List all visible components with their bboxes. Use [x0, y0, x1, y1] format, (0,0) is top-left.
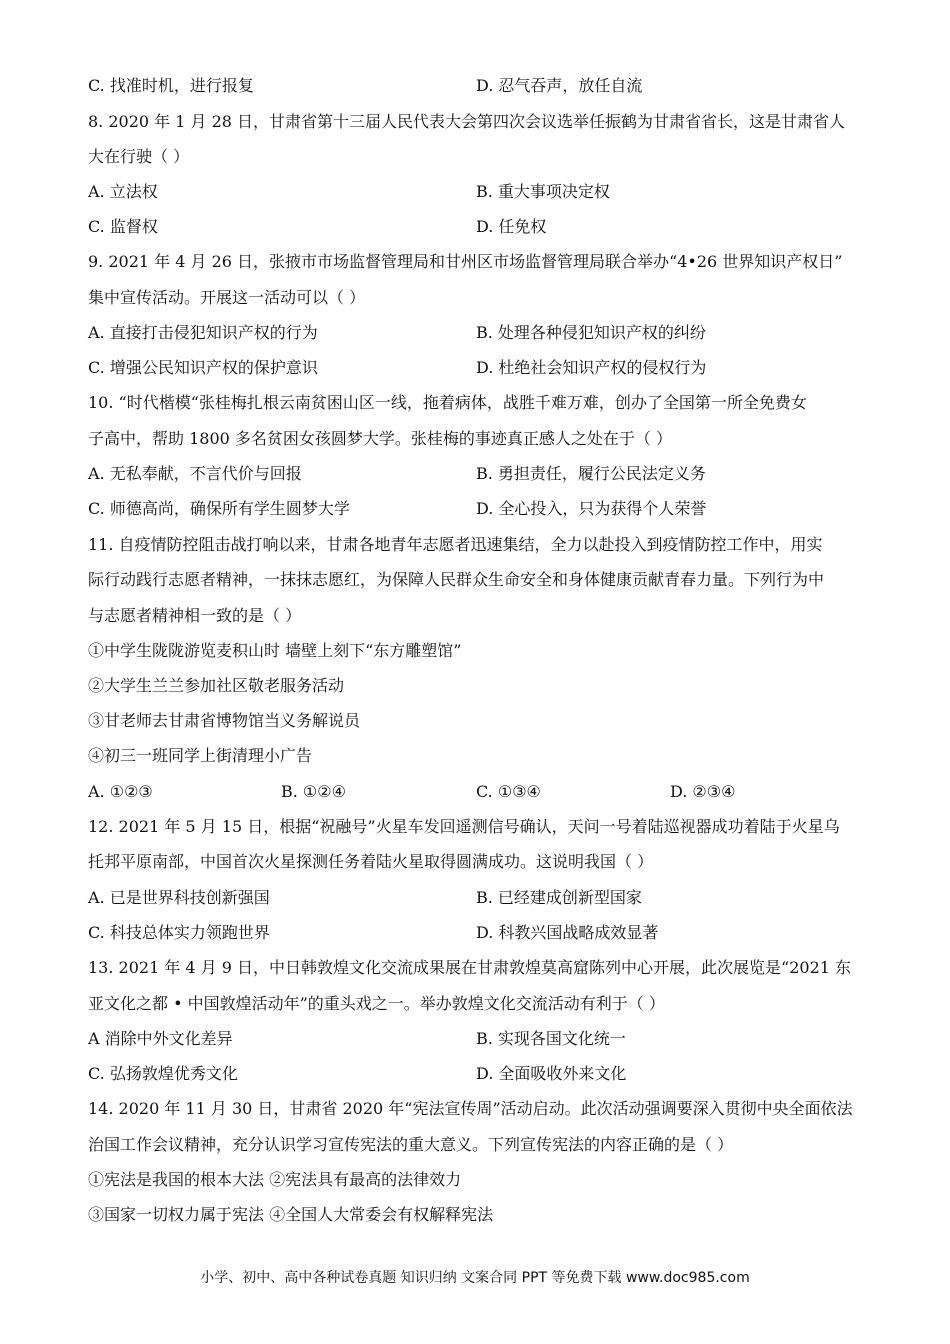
q11-statement-4: ④初三一班同学上街清理小广告	[88, 746, 313, 765]
page-footer: 小学、初中、高中各种试卷真题 知识归纳 文案合同 PPT 等免费下载 www.doc985.com	[200, 1270, 750, 1286]
question-10-stem-cont: 子高中，帮助 1800 多名贫困女孩圆梦大学。张桂梅的事迹真正感人之处在于（ ）	[88, 429, 672, 448]
q8-option-d: D. 任免权	[476, 217, 547, 236]
q10-option-c: C. 师德高尚，确保所有学生圆梦大学	[88, 499, 350, 518]
q11-option-b: B. ①②④	[281, 782, 346, 801]
question-13-stem: 13. 2021 年 4 月 9 日，中日韩敦煌文化交流成果展在甘肃敦煌莫高窟陈列中心开展，此次展览是“2021 东	[88, 958, 852, 977]
q12-option-b: B. 已经建成创新型国家	[476, 888, 642, 907]
q8-option-b: B. 重大事项决定权	[476, 182, 610, 201]
question-8-stem: 8. 2020 年 1 月 28 日，甘肃省第十三届人民代表大会第四次会议选举任振鹤为甘肃省省长，这是甘肃省人	[88, 112, 846, 131]
q12-option-a: A. 已是世界科技创新强国	[88, 888, 270, 907]
q8-option-a: A. 立法权	[88, 182, 158, 201]
q9-option-a: A. 直接打击侵犯知识产权的行为	[88, 323, 318, 342]
q11-statement-3: ③甘老师去甘肃省博物馆当义务解说员	[88, 711, 361, 730]
q14-statements-1-2: ①宪法是我国的根本大法 ②宪法具有最高的法律效力	[88, 1170, 462, 1189]
q11-option-d: D. ②③④	[670, 782, 736, 801]
q10-option-b: B. 勇担责任，履行公民法定义务	[476, 464, 706, 483]
q9-option-c: C. 增强公民知识产权的保护意识	[88, 358, 318, 377]
q14-statements-3-4: ③国家一切权力属于宪法 ④全国人大常委会有权解释宪法	[88, 1205, 494, 1224]
q11-option-c: C. ①③④	[476, 782, 541, 801]
q13-option-d: D. 全面吸收外来文化	[476, 1064, 627, 1083]
q10-option-a: A. 无私奉献，不言代价与回报	[88, 464, 302, 483]
q13-option-b: B. 实现各国文化统一	[476, 1029, 626, 1048]
question-12-stem-cont: 托邦平原南部，中国首次火星探测任务着陆火星取得圆满成功。这说明我国（ ）	[88, 852, 654, 871]
question-11-stem: 11. 自疫情防控阻击战打响以来，甘肃各地青年志愿者迅速集结，全力以赴投入到疫情防控工作中，用实	[88, 535, 823, 554]
q11-option-a: A. ①②③	[88, 782, 153, 801]
question-11-stem-cont2: 与志愿者精神相一致的是（ ）	[88, 606, 302, 625]
q11-statement-2: ②大学生兰兰参加社区敬老服务活动	[88, 676, 345, 695]
question-9-stem-cont: 集中宣传活动。开展这一活动可以（ ）	[88, 288, 366, 307]
question-9-stem: 9. 2021 年 4 月 26 日，张掖市市场监督管理局和甘州区市场监督管理局联合举办“4•26 世界知识产权日”	[88, 252, 843, 271]
question-8-stem-cont: 大在行驶（ ）	[88, 147, 190, 166]
q13-option-a: A 消除中外文化差异	[88, 1029, 233, 1048]
question-14-stem-cont: 治国工作会议精神，充分认识学习宣传宪法的重大意义。下列宣传宪法的内容正确的是（ ）	[88, 1135, 734, 1154]
q12-option-d: D. 科教兴国战略成效显著	[476, 923, 659, 942]
q9-option-d: D. 杜绝社会知识产权的侵权行为	[476, 358, 707, 377]
q13-option-c: C. 弘扬敦煌优秀文化	[88, 1064, 238, 1083]
option-c: C. 找准时机，进行报复	[88, 76, 254, 95]
q11-statement-1: ①中学生陇陇游览麦积山时 墙壁上刻下“东方雕塑馆”	[88, 641, 462, 660]
question-11-stem-cont: 际行动践行志愿者精神，一抹抹志愿红，为保障人民群众生命安全和身体健康贡献青春力量。下列行为中	[88, 570, 825, 589]
question-13-stem-cont: 亚文化之都 • 中国敦煌活动年”的重头戏之一。举办敦煌文化交流活动有利于（ ）	[88, 994, 665, 1013]
option-d: D. 忍气吞声，放任自流	[476, 76, 643, 95]
q12-option-c: C. 科技总体实力领跑世界	[88, 923, 270, 942]
q8-option-c: C. 监督权	[88, 217, 158, 236]
q9-option-b: B. 处理各种侵犯知识产权的纠纷	[476, 323, 706, 342]
question-14-stem: 14. 2020 年 11 月 30 日，甘肃省 2020 年“宪法宣传周”活动启动。此次活动强调要深入贯彻中央全面依法	[88, 1099, 853, 1118]
q10-option-d: D. 全心投入，只为获得个人荣誉	[476, 499, 707, 518]
question-12-stem: 12. 2021 年 5 月 15 日，根据“祝融号”火星车发回遥测信号确认，天问一号着陆巡视器成功着陆于火星乌	[88, 817, 840, 836]
question-10-stem: 10. “时代楷模“张桂梅扎根云南贫困山区一线，拖着病体，战胜千难万难，创办了全国第一所全免费女	[88, 393, 807, 412]
